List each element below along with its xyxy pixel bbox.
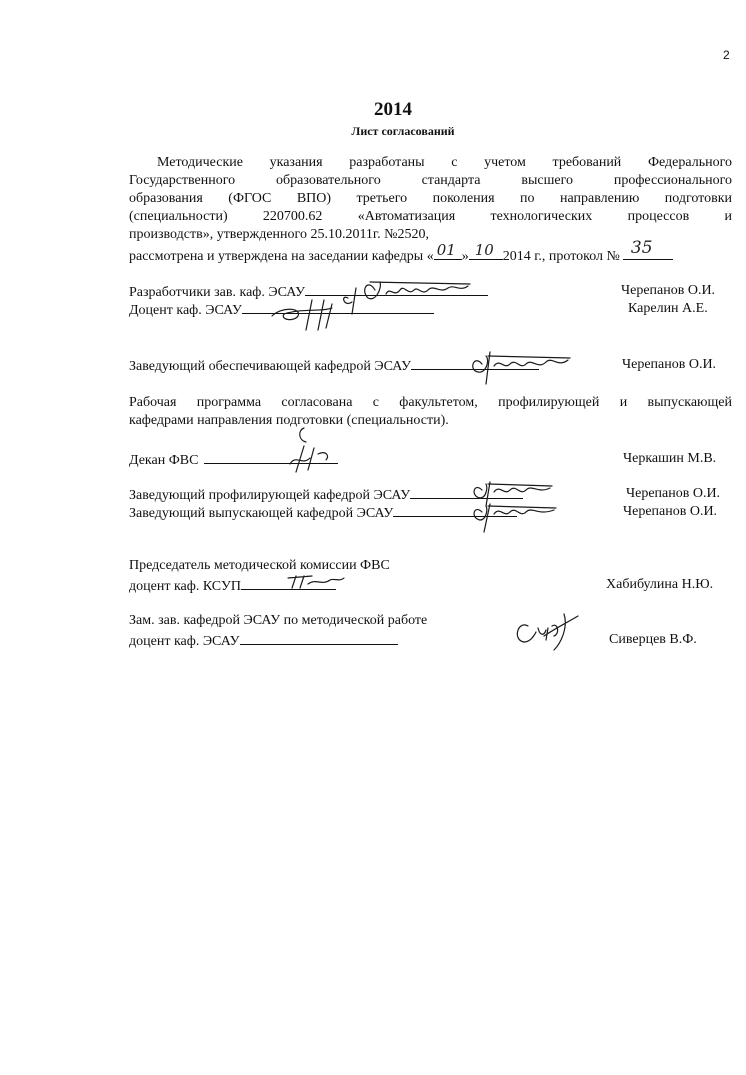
deputy-line-1: Зам. зав. кафедрой ЭСАУ по методической работе — [129, 613, 428, 628]
quote-close: » — [461, 249, 469, 264]
intro-line-6 — [129, 238, 673, 265]
deputy-row — [129, 631, 398, 650]
month-field — [469, 241, 503, 260]
handwritten-month: 10 — [474, 241, 494, 259]
handwritten-protocol: 35 — [630, 238, 653, 258]
signature-cherkashin — [282, 440, 342, 476]
dean-name: Черкашин М.В. — [623, 451, 717, 466]
protocol-field — [623, 238, 673, 260]
agreement-line-1: Рабочая программа согласована с факультетом, профилирующей и выпускающей — [129, 395, 732, 410]
deputy-name: Сиверцев В.Ф. — [609, 632, 697, 647]
developer-1-label: Разработчики зав. каф. ЭСАУ — [129, 285, 306, 300]
commission-label: доцент каф. КСУП — [129, 579, 241, 594]
intro-line-1: Методические указания разработаны с учетом требований Федерального — [157, 155, 732, 170]
signature-cherepanov-2 — [460, 342, 590, 388]
profile-head-row — [129, 485, 523, 504]
day-field — [434, 241, 462, 260]
commission-name: Хабибулина Н.Ю. — [606, 577, 714, 592]
graduate-head-row — [129, 503, 517, 522]
intro-line-5: производств», утвержденного 25.10.2011г. №2520, — [129, 227, 429, 242]
signature-cherepanov-4 — [466, 494, 566, 534]
agreement-line-2: кафедрами направления подготовки (специальности). — [129, 413, 449, 428]
handwritten-day: 01 — [436, 241, 456, 259]
intro-line-4: (специальности) 220700.62 «Автоматизация технологических процессов и — [129, 209, 732, 224]
signature-khabibulina — [282, 570, 352, 594]
intro-line-2: Государственного образовательного стандарта высшего профессионального — [129, 173, 732, 188]
protocol-text: 2014 г., протокол № — [502, 249, 620, 264]
document-year: 2014 — [374, 99, 412, 120]
dean-label: Декан ФВС — [129, 453, 199, 468]
support-head-label: Заведующий обеспечивающей кафедрой ЭСАУ — [129, 359, 412, 374]
approval-text: рассмотрена и утверждена на заседании кафедры « — [129, 249, 434, 264]
sheet-title: Лист согласований — [351, 124, 455, 138]
signature-line — [240, 631, 398, 645]
intro-line-3: образования (ФГОС ВПО) третьего поколения по направлению подготовки — [129, 191, 732, 206]
signature-sivertsev — [508, 606, 588, 656]
commission-line-1: Председатель методической комиссии ФВС — [129, 558, 390, 573]
support-head-name: Черепанов О.И. — [622, 357, 717, 372]
developer-1-name: Черепанов О.И. — [621, 283, 716, 298]
developer-2-name: Карелин А.Е. — [628, 301, 708, 316]
graduate-head-name: Черепанов О.И. — [623, 504, 718, 519]
developer-2-label: Доцент каф. ЭСАУ — [129, 303, 242, 318]
graduate-head-label: Заведующий выпускающей кафедрой ЭСАУ — [129, 506, 394, 521]
profile-head-name: Черепанов О.И. — [626, 486, 721, 501]
profile-head-label: Заведующий профилирующей кафедрой ЭСАУ — [129, 488, 411, 503]
signature-karelin — [262, 294, 362, 334]
deputy-label: доцент каф. ЭСАУ — [129, 634, 240, 649]
page-number: 2 — [723, 48, 730, 62]
